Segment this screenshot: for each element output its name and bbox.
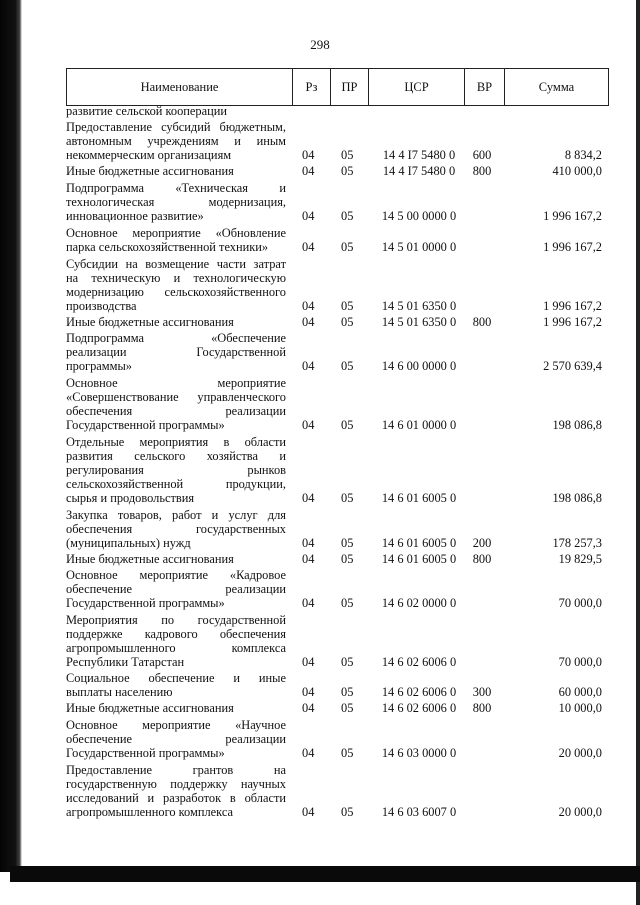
row-pr: 05 (341, 655, 354, 669)
row-name-line: государственную поддержку научных (66, 777, 286, 791)
table-row (66, 226, 608, 254)
row-pr: 05 (341, 746, 354, 760)
scan-border-right (636, 0, 640, 905)
row-name-line: Основное мероприятие «Научное (66, 718, 286, 732)
row-csr: 14 6 03 6007 0 (381, 805, 457, 819)
row-csr: 14 6 01 6005 0 (381, 536, 457, 550)
row-name-line: (муниципальных) нужд (66, 536, 191, 550)
row-name-line: обеспечение реализации (66, 582, 286, 596)
row-name-line: Основное мероприятие «Обновление (66, 226, 286, 240)
row-vr: 200 (472, 536, 492, 550)
table-body (66, 104, 608, 844)
row-name-line: Мероприятия по государственной (66, 613, 286, 627)
row-pr: 05 (341, 209, 354, 223)
row-sum: 2 570 639,4 (543, 359, 602, 373)
row-name-line: Иные бюджетные ассигнования (66, 701, 234, 715)
row-sum: 1 996 167,2 (543, 240, 602, 254)
row-name-line: обеспечение реализации (66, 732, 286, 746)
table-row (66, 508, 608, 550)
row-name-line: развития сельского хозяйства и (66, 449, 286, 463)
table-row (66, 104, 608, 118)
row-sum: 1 996 167,2 (543, 315, 602, 329)
row-sum: 10 000,0 (558, 701, 602, 715)
row-csr: 14 6 02 6006 0 (381, 701, 457, 715)
row-csr: 14 6 00 0000 0 (381, 359, 457, 373)
row-name-line: агропромышленного комплекса (66, 805, 234, 819)
row-sum: 19 829,5 (558, 552, 602, 566)
row-sum: 20 000,0 (558, 746, 602, 760)
row-sum: 198 086,8 (552, 418, 602, 432)
row-name-line: сельскохозяйственной продукции, (66, 477, 286, 491)
row-name-line: Предоставление субсидий бюджетным, (66, 120, 286, 134)
row-rz: 04 (302, 746, 315, 760)
row-name-line: поддержке кадрового обеспечения (66, 627, 286, 641)
table-row (66, 613, 608, 669)
row-name (66, 181, 286, 223)
table-row (66, 552, 608, 566)
row-csr: 14 5 01 6350 0 (381, 299, 457, 313)
row-csr: 14 5 01 0000 0 (381, 240, 457, 254)
scan-border-left (0, 0, 22, 872)
row-csr: 14 6 02 0000 0 (381, 596, 457, 610)
row-pr: 05 (341, 299, 354, 313)
row-name-line: обеспечения государственных (66, 522, 286, 536)
row-name-line: технологическая модернизация, (66, 195, 286, 209)
row-csr: 14 6 02 6006 0 (381, 655, 457, 669)
row-vr: 800 (472, 164, 492, 178)
row-sum: 410 000,0 (552, 164, 602, 178)
row-pr: 05 (341, 552, 354, 566)
row-rz: 04 (302, 685, 315, 699)
row-name (66, 701, 286, 715)
row-pr: 05 (341, 536, 354, 550)
row-pr: 05 (341, 685, 354, 699)
row-name-line: регулирования рынков (66, 463, 286, 477)
row-name-line: парка сельскохозяйственной техники» (66, 240, 269, 254)
header-rz: Рз (293, 69, 331, 106)
row-name (66, 671, 286, 699)
row-name-line: Государственной программы» (66, 596, 225, 610)
row-rz: 04 (302, 299, 315, 313)
row-pr: 05 (341, 148, 354, 162)
row-name (66, 508, 286, 550)
row-name-line: Основное мероприятие (66, 376, 286, 390)
row-sum: 70 000,0 (558, 655, 602, 669)
table-row (66, 120, 608, 162)
row-rz: 04 (302, 418, 315, 432)
row-pr: 05 (341, 491, 354, 505)
header-vr: ВР (465, 69, 505, 106)
row-csr: 14 4 I7 5480 0 (382, 148, 456, 162)
table-row (66, 315, 608, 329)
row-sum: 1 996 167,2 (543, 299, 602, 313)
row-csr: 14 6 01 6005 0 (381, 552, 457, 566)
row-rz: 04 (302, 491, 315, 505)
row-pr: 05 (341, 315, 354, 329)
table-header (66, 68, 609, 106)
table-row (66, 181, 608, 223)
row-vr: 800 (472, 701, 492, 715)
header-sum: Сумма (505, 69, 609, 106)
row-pr: 05 (341, 418, 354, 432)
row-name-line: Отдельные мероприятия в области (66, 435, 286, 449)
row-name-line: исследований и разработок в области (66, 791, 286, 805)
row-pr: 05 (341, 240, 354, 254)
table-row (66, 331, 608, 373)
row-vr: 800 (472, 315, 492, 329)
row-name-line: производства (66, 299, 137, 313)
table-row (66, 376, 608, 432)
row-rz: 04 (302, 240, 315, 254)
table-row (66, 763, 608, 819)
row-rz: 04 (302, 315, 315, 329)
row-name (66, 568, 286, 610)
row-name-line: обеспечения реализации (66, 404, 286, 418)
table-row (66, 257, 608, 313)
row-name-line: Республики Татарстан (66, 655, 185, 669)
row-sum: 70 000,0 (558, 596, 602, 610)
row-name (66, 763, 286, 819)
row-rz: 04 (302, 536, 315, 550)
row-rz: 04 (302, 359, 315, 373)
table-row (66, 718, 608, 760)
row-name-line: Иные бюджетные ассигнования (66, 552, 234, 566)
row-sum: 60 000,0 (558, 685, 602, 699)
row-name (66, 257, 286, 313)
row-rz: 04 (302, 209, 315, 223)
row-name-line: Предоставление грантов на (66, 763, 286, 777)
table-row (66, 164, 608, 178)
row-name-line: Подпрограмма «Обеспечение (66, 331, 286, 345)
table-row (66, 671, 608, 699)
row-name (66, 164, 286, 178)
row-name-line: сырья и продовольствия (66, 491, 195, 505)
row-name-line: Подпрограмма «Техническая и (66, 181, 286, 195)
row-name (66, 120, 286, 162)
row-sum: 8 834,2 (564, 148, 602, 162)
row-name-line: Субсидии на возмещение части затрат (66, 257, 286, 271)
row-csr: 14 4 I7 5480 0 (382, 164, 456, 178)
row-rz: 04 (302, 164, 315, 178)
scan-border-bottom (10, 866, 640, 882)
row-name-line: автономным учреждениям и иным (66, 134, 286, 148)
row-name-line: Государственной программы» (66, 746, 225, 760)
row-name-line: программы» (66, 359, 133, 373)
row-vr: 600 (472, 148, 492, 162)
row-pr: 05 (341, 164, 354, 178)
header-pr: ПР (331, 69, 369, 106)
row-name-line: на техническую и технологическую (66, 271, 286, 285)
row-csr: 14 6 01 0000 0 (381, 418, 457, 432)
row-name (66, 376, 286, 432)
table-row (66, 568, 608, 610)
row-name-line: развитие сельской кооперации (66, 104, 228, 118)
row-vr: 300 (472, 685, 492, 699)
row-rz: 04 (302, 552, 315, 566)
row-rz: 04 (302, 596, 315, 610)
row-name-line: Социальное обеспечение и иные (66, 671, 286, 685)
row-csr: 14 6 03 0000 0 (381, 746, 457, 760)
row-name-line: Иные бюджетные ассигнования (66, 164, 234, 178)
page-number: 298 (310, 37, 330, 52)
row-name-line: Закупка товаров, работ и услуг для (66, 508, 286, 522)
row-name (66, 552, 286, 566)
table-row (66, 435, 608, 505)
row-name-line: Иные бюджетные ассигнования (66, 315, 234, 329)
row-name-line: модернизацию сельскохозяйственного (66, 285, 286, 299)
row-sum: 20 000,0 (558, 805, 602, 819)
row-csr: 14 6 01 6005 0 (381, 491, 457, 505)
row-csr: 14 5 01 6350 0 (381, 315, 457, 329)
row-name (66, 226, 286, 254)
row-csr: 14 6 02 6006 0 (381, 685, 457, 699)
row-sum: 1 996 167,2 (543, 209, 602, 223)
row-sum: 178 257,3 (552, 536, 602, 550)
row-name (66, 331, 286, 373)
row-pr: 05 (341, 596, 354, 610)
row-vr: 800 (472, 552, 492, 566)
row-name (66, 104, 286, 118)
row-rz: 04 (302, 805, 315, 819)
row-name (66, 435, 286, 505)
row-name-line: Государственной программы» (66, 418, 225, 432)
row-name-line: Основное мероприятие «Кадровое (66, 568, 286, 582)
row-name-line: выплаты населению (66, 685, 173, 699)
row-name-line: реализации Государственной (66, 345, 286, 359)
table-row (66, 701, 608, 715)
row-name-line: «Совершенствование управленческого (66, 390, 286, 404)
header-csr: ЦСР (369, 69, 465, 106)
header-name: Наименование (67, 69, 293, 106)
row-name (66, 613, 286, 669)
row-name-line: инновационное развитие» (66, 209, 204, 223)
row-pr: 05 (341, 805, 354, 819)
row-rz: 04 (302, 701, 315, 715)
row-pr: 05 (341, 701, 354, 715)
row-rz: 04 (302, 148, 315, 162)
row-csr: 14 5 00 0000 0 (381, 209, 457, 223)
row-name-line: некоммерческим организациям (66, 148, 232, 162)
row-name (66, 315, 286, 329)
row-rz: 04 (302, 655, 315, 669)
row-sum: 198 086,8 (552, 491, 602, 505)
row-name-line: агропромышленного комплекса (66, 641, 286, 655)
row-pr: 05 (341, 359, 354, 373)
row-name (66, 718, 286, 760)
